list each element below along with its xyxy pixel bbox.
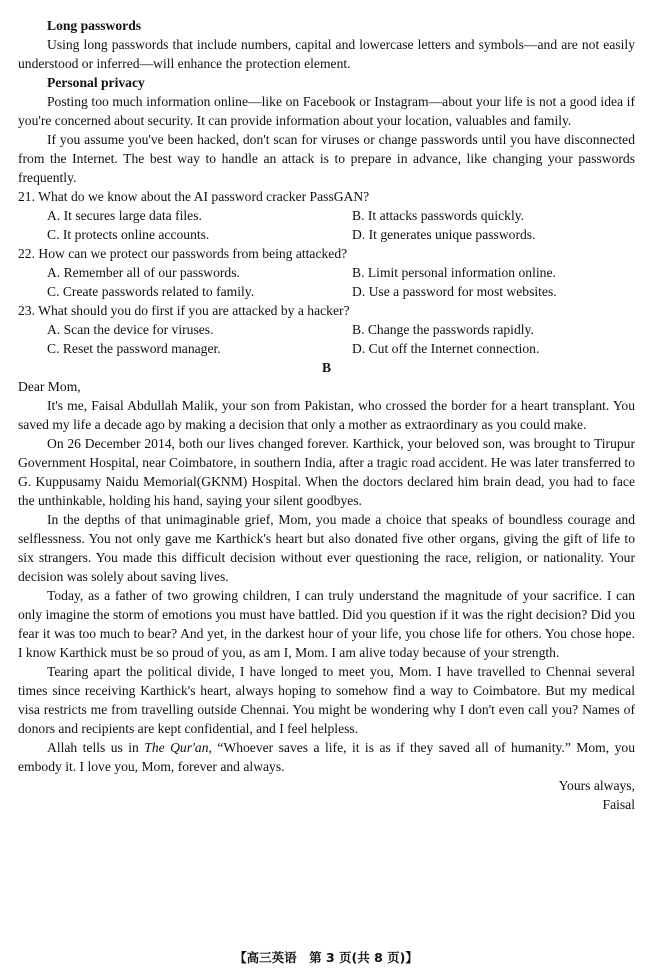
option-22-c: C. Create passwords related to family.: [47, 284, 255, 299]
question-23-options: [18, 320, 635, 358]
paragraph-personal-privacy: Posting too much information online—like on Facebook or Instagram—about your life is not a good idea if you're concerned about security. It can provide information about your location, valuables and family.: [18, 94, 635, 128]
paragraph-hacked: If you assume you've been hacked, don't scan for viruses or change passwords until you have disconnected from the Internet. The best way to handle an attack is to prepare in advance, like changing your passwords frequently.: [18, 132, 635, 185]
question-22-options: [18, 263, 635, 301]
section-b-label: B: [321, 360, 332, 375]
option-23-d: D. Cut off the Internet connection.: [352, 341, 540, 356]
option-22-d: D. Use a password for most websites.: [352, 284, 557, 299]
option-22-a: A. Remember all of our passwords.: [47, 265, 240, 280]
question-22: 22. How can we protect our passwords from being attacked?: [18, 246, 348, 261]
page-footer: 【高三英语 第 3 页(共 8 页)】: [234, 950, 418, 965]
letter-salutation: Dear Mom,: [18, 379, 81, 394]
book-title: The Qur'an: [144, 740, 209, 755]
question-21-options: [18, 206, 635, 244]
letter-paragraph: On 26 December 2014, both our lives changed forever. Karthick, your beloved son, was brought to Tirupur Government Hospital, near Coimbatore, in southern India, after a tragic road accident. He was later transferred to G. Kuppusamy Naidu Memorial(GKNM) Hospital. When the doctors declared him brain dead, you had to face the unthinkable, holding his hand, saying your silent goodbyes.: [18, 436, 635, 508]
option-21-b: B. It attacks passwords quickly.: [352, 208, 525, 223]
letter-signature: Faisal: [602, 797, 635, 812]
option-23-c: C. Reset the password manager.: [47, 341, 221, 356]
letter-closing: Yours always,: [558, 778, 635, 793]
option-23-b: B. Change the passwords rapidly.: [352, 322, 534, 337]
letter-paragraph: Today, as a father of two growing children, I can truly understand the magnitude of your sacrifice. I can only imagine the storm of emotions you must have battled. Did you question if it was the right decision? Did you fear it was too much to bear? And yet, in the darkest hour of your life, you chose life for others. You chose hope. I know Karthick must be so proud of you, as am I, Mom. I am alive today because of your strength.: [18, 588, 635, 660]
option-21-d: D. It generates unique passwords.: [352, 227, 536, 242]
option-23-a: A. Scan the device for viruses.: [47, 322, 214, 337]
question-21: 21. What do we know about the AI password cracker PassGAN?: [18, 189, 370, 204]
letter-paragraph: Tearing apart the political divide, I have longed to meet you, Mom. I have travelled to Chennai several times since receiving Karthick's heart, always hoping to somehow find a way to Coimbatore. But my medical visa restricts me from travelling outside Chennai. You might be wondering why I don't even call you? Names of donors and recipients are kept confidential, and I feel helpless.: [18, 664, 635, 736]
option-21-a: A. It secures large data files.: [47, 208, 202, 223]
letter-paragraph: It's me, Faisal Abdullah Malik, your son from Pakistan, who crossed the border for a heart transplant. You saved my life a decade ago by making a decision that only a mother as extraordinary as you could make.: [18, 398, 635, 432]
heading-long-passwords: Long passwords: [47, 18, 142, 33]
letter-paragraph-quran: [18, 738, 635, 776]
option-22-b: B. Limit personal information online.: [352, 265, 556, 280]
quran-quote: , “Whoever saves a life, it is as if they saved all of humanity.” Mom, you embody it. I love you, Mom, forever and always.: [18, 740, 635, 774]
option-21-c: C. It protects online accounts.: [47, 227, 210, 242]
quran-lead: Allah tells us in: [47, 740, 145, 755]
question-23: 23. What should you do first if you are attacked by a hacker?: [18, 303, 350, 318]
paragraph-long-passwords: Using long passwords that include numbers, capital and lowercase letters and symbols—and are not easily understood or inferred—will enhance the protection element.: [18, 37, 635, 71]
heading-personal-privacy: Personal privacy: [47, 75, 145, 90]
letter-paragraph: In the depths of that unimaginable grief, Mom, you made a choice that speaks of boundless courage and selflessness. You not only gave me Karthick's heart but also donated five other organs, giving the gift of life to six strangers. You made this difficult decision without ever questioning the race, religion, or nationality. Your decision was solely about saving lives.: [18, 512, 635, 584]
